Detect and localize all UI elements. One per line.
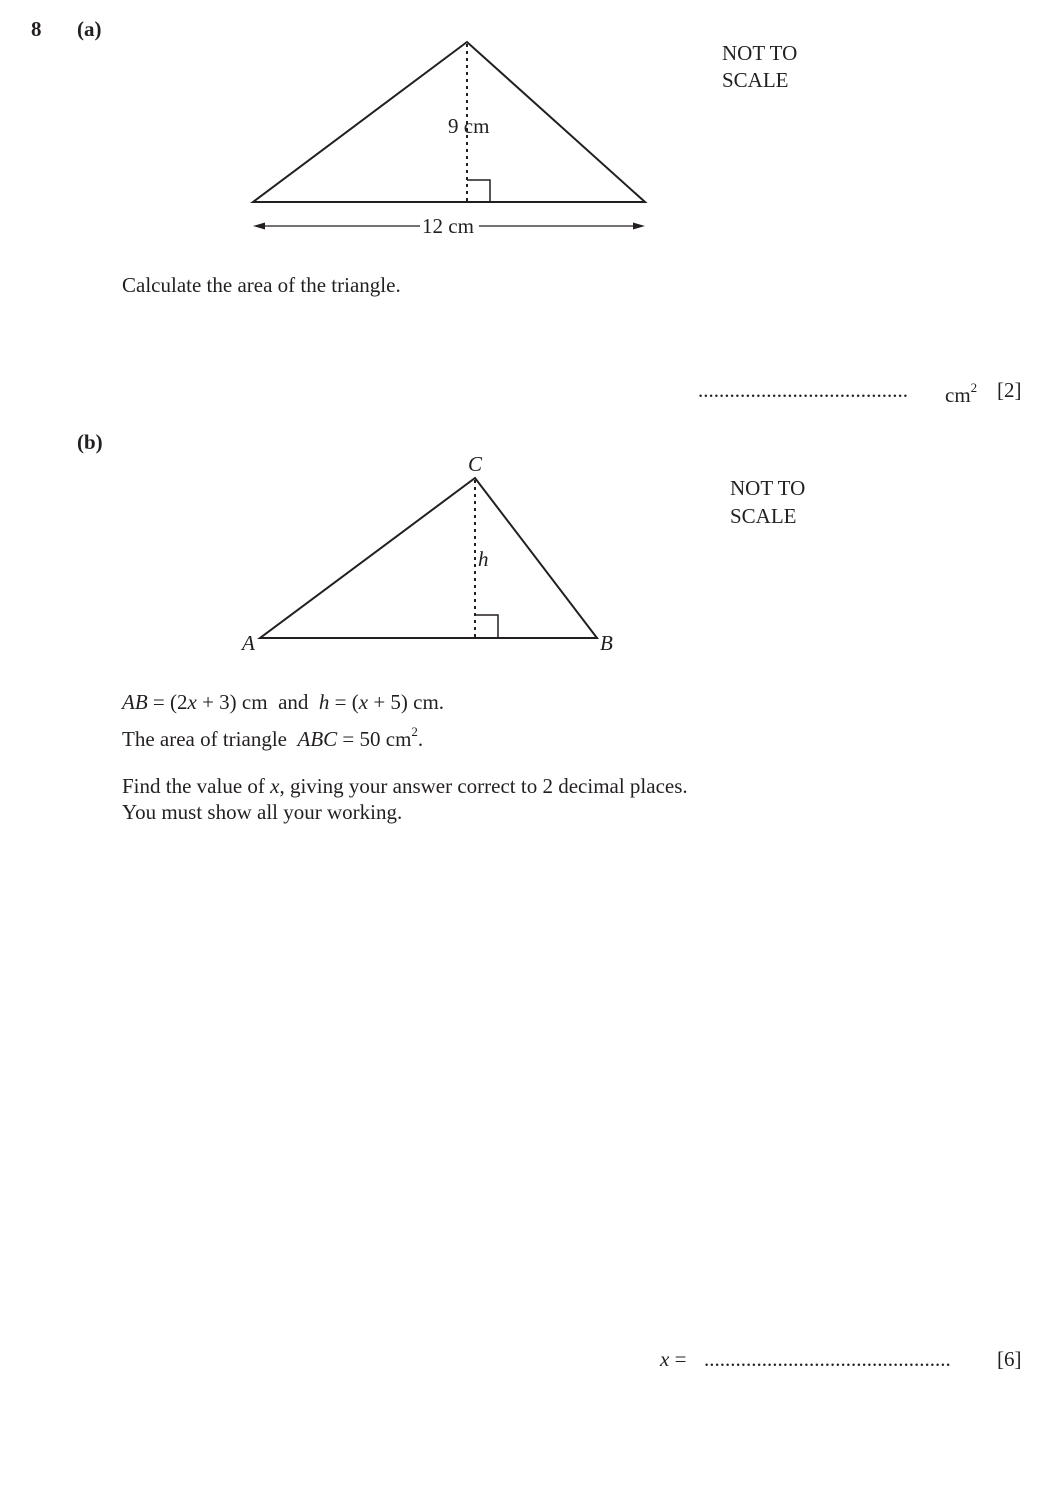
answer-line-b[interactable]: ............................................... (704, 1347, 951, 1371)
arrowhead-right (633, 223, 645, 230)
vertex-label-b: B (600, 631, 613, 655)
given-area: The area of triangle ABC = 50 $cm^2$. (122, 724, 424, 751)
triangle-diagram-b (0, 440, 1056, 670)
part-b-label: (b) (77, 430, 103, 454)
given-ab-and-h: AB = (2x + 3) cm and h = (x + 5) cm. (122, 690, 445, 714)
vertex-label-a: A (242, 631, 255, 655)
not-to-scale-b-line1: NOT TO (730, 476, 806, 500)
triangle-b-outline (260, 478, 597, 638)
answer-unit-a: $cm^2$ (945, 380, 978, 407)
not-to-scale-a-line2: SCALE (722, 68, 789, 92)
not-to-scale-a-line1: NOT TO (722, 41, 798, 65)
marks-a: [2] (997, 378, 1022, 402)
arrowhead-left (253, 223, 265, 230)
answer-label-b: x = (660, 1347, 687, 1371)
marks-b: [6] (997, 1347, 1022, 1371)
height-label-b: h (478, 547, 489, 571)
part-a-label: (a) (77, 17, 102, 41)
instruction-line-2: You must show all your working. (122, 800, 403, 824)
vertex-label-c: C (468, 452, 483, 476)
not-to-scale-b-line2: SCALE (730, 504, 797, 528)
question-number: 8 (31, 17, 42, 41)
right-angle-mark-b (475, 615, 498, 638)
height-label-a: 9 cm (448, 114, 490, 138)
part-a-prompt: Calculate the area of the triangle. (122, 273, 401, 297)
answer-line-a[interactable]: ........................................ (698, 378, 908, 402)
base-label-a: 12 cm (422, 214, 474, 238)
triangle-diagram-a (0, 0, 1056, 260)
right-angle-mark-a (467, 180, 490, 202)
instruction-line-1: Find the value of x, giving your answer correct to 2 decimal places. (122, 774, 688, 798)
